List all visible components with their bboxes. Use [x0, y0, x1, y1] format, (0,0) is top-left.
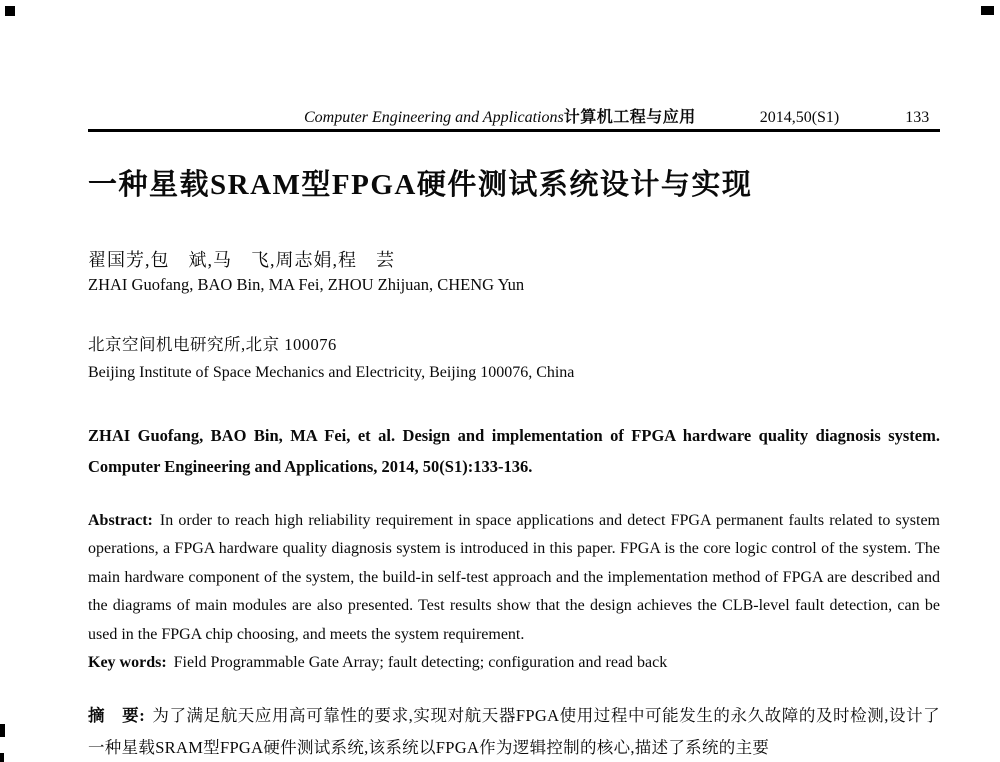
keywords-label: Key words: — [88, 654, 167, 672]
abstract-text: In order to reach high reliability requirement in space applications and detect FPGA permanent faults related to system operations, a FPGA hardware quality diagnosis system is introduced in this paper. FPGA is the core logic control of the system. The main hardware component of the system, the build-in self-test approach and the implementation method of FPGA are described and the diagrams of main modules are also presented. Test results show that the design achieves the CLB-level fault detection, can be used in the FPGA chip choosing, and meets the system requirement. — [88, 512, 940, 643]
citation-reference: ZHAI Guofang, BAO Bin, MA Fei, et al. Design and implementation of FPGA hardware quality diagnosis system. Computer Engineering and Applications, 2014, 50(S1):133-136. — [88, 426, 940, 476]
abstract-paragraph — [88, 507, 940, 649]
affiliation-english: Beijing Institute of Space Mechanics and Electricity, Beijing 100076, China — [88, 364, 575, 381]
journal-name-english: Computer Engineering and Applications — [304, 109, 564, 126]
authors-chinese: 翟国芳,包 斌,马 飞,周志娟,程 芸 — [88, 250, 395, 270]
journal-header — [88, 104, 940, 127]
abstract-chinese-paragraph — [88, 700, 940, 762]
abstract-chinese-label: 摘 要: — [88, 706, 146, 725]
abstract-section — [88, 507, 940, 677]
keywords-line — [88, 649, 940, 677]
journal-name-chinese: 计算机工程与应用 — [563, 109, 696, 126]
abstract-chinese-text: 为了满足航天应用高可靠性的要求,实现对航天器FPGA使用过程中可能发生的永久故障的及时检测,设计了一种星载SRAM型FPGA硬件测试系统,该系统以FPGA作为逻辑控制的核心,描述了系统的主要 — [88, 706, 940, 757]
scan-artifact-left-edge-2 — [0, 753, 4, 762]
paper-title: 一种星载SRAM型FPGA硬件测试系统设计与实现 — [88, 169, 753, 201]
header-divider-rule — [88, 129, 940, 132]
page-number: 133 — [905, 109, 930, 126]
scan-artifact-top-left — [5, 6, 15, 16]
keywords-text: Field Programmable Gate Array; fault detecting; configuration and read back — [173, 654, 668, 672]
affiliation-chinese: 北京空间机电研究所,北京 100076 — [88, 335, 337, 354]
scan-artifact-top-right — [981, 6, 994, 15]
journal-issue: 2014,50(S1) — [759, 109, 840, 126]
authors-english: ZHAI Guofang, BAO Bin, MA Fei, ZHOU Zhijuan, CHENG Yun — [88, 275, 525, 294]
scan-artifact-left-edge-1 — [0, 724, 5, 737]
abstract-label: Abstract: — [88, 512, 153, 529]
